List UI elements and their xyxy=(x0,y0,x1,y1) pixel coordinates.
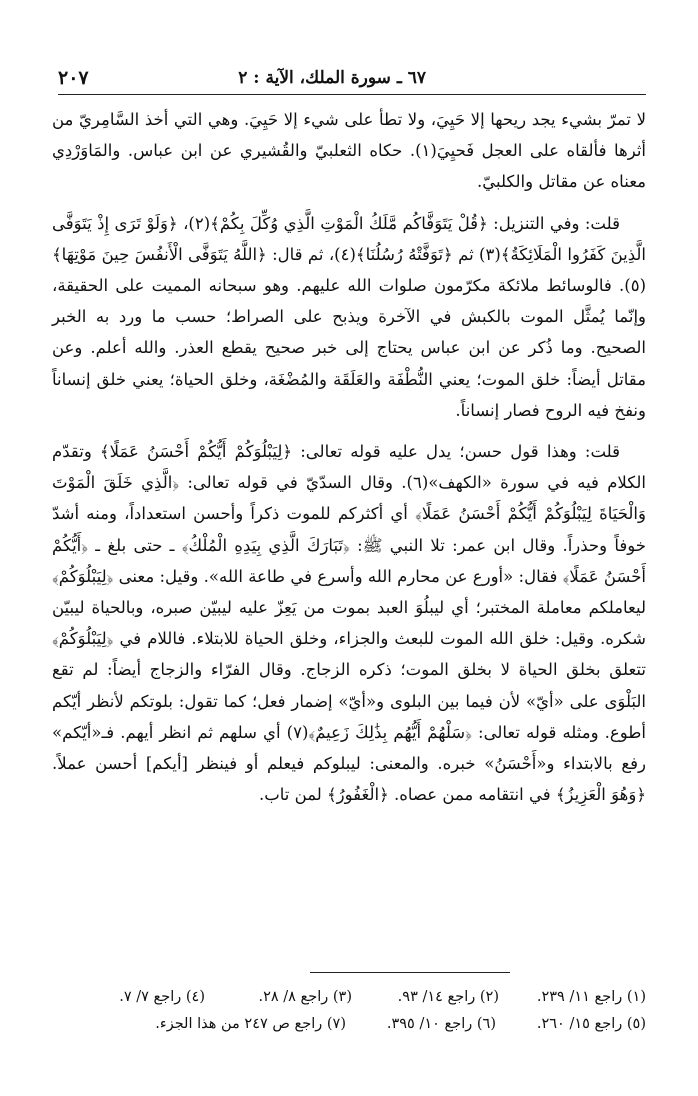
paragraph-2: قلت: وفي التنزيل: ﴿قُلْ يَتَوَفَّاكُم مَّلَكُ الْمَوْتِ الَّذِي وُكِّلَ بِكُمْ﴾(٢)، ﴿وَلَوْ تَرَى إِذْ يَتَوَفَّى الَّذِينَ كَفَرُوا الْمَلَائِكَةُ﴾(٣) ثم ﴿تَوَفَّتْهُ رُسُلُنَا﴾(٤)، ثم قال: ﴿اللَّهُ يَتَوَفَّى الْأَنفُسَ حِينَ مَوْتِهَا﴾(٥). فالوسائط ملائكة مكرّمون صلوات الله عليهم. وهو سبحانه المميت على الحقيقة، وإنّما يُمثَّل الموت بالكبش في الآخرة ويذبح على الصراط؛ حسب ما ورد به الخبر الصحيح. وما ذُكر عن ابن عباس يحتاج إلى خبر صحيح يقطع العذر. والله أعلم. وعن مقاتل أيضاً: خلق الموت؛ يعني النُّطْفَة والعَلَقَة والمُضْغَة، وخلق الحياة؛ يعني خلق إنساناً ونفخ فيه الروح فصار إنساناً. xyxy=(52,213,647,420)
footnote-4: (٤) راجع ٧/ ٧. xyxy=(119,989,205,1005)
footnote-row-2 xyxy=(58,1011,646,1038)
page-number: ٢٠٧ xyxy=(58,67,89,89)
footnote-5: (٥) راجع ١٥/ ٢٦٠. xyxy=(536,1016,646,1032)
paragraph-1: لا تمرّ بشيء يجد ريحها إلا حَيِيَ، ولا تطأ على شيء إلا حَيِيَ. وهي التي أخذ السَّامِريّ من أثرها فألقاه على العجل فَحيِيَ(١). حكاه الثعلبيّ والقُشيري عن ابن عباس. والمَاوَرْدِي معناه عن مقاتل والكلبيّ. xyxy=(52,110,647,192)
footnotes xyxy=(58,984,646,1038)
running-title: ٦٧ ـ سورة الملك، الآية : ٢ xyxy=(238,68,426,88)
footnote-row-1 xyxy=(58,984,646,1011)
footnote-2: (٢) راجع ١٤/ ٩٣. xyxy=(397,989,499,1005)
footnote-3: (٣) راجع ٨/ ٢٨. xyxy=(258,989,352,1005)
main-text xyxy=(52,104,646,820)
paragraph-3: قلت: وهذا قول حسن؛ يدل عليه قوله تعالى: ﴿لِيَبْلُوَكُمْ أَيُّكُمْ أَحْسَنُ عَمَلًا﴾ وتقدّم الكلام فيه في سورة «الكهف»(٦). وقال السدّيّ في قوله تعالى: ﴿الَّذِي خَلَقَ الْمَوْتَ وَالْحَيَاةَ لِيَبْلُوَكُمْ أَيُّكُمْ أَحْسَنُ عَمَلًا﴾ أي أكثركم للموت ذكراً وأحسن استعداداً، ومنه أشدّ خوفاً وحذراً. وقال ابن عمر: تلا النبي ﷺ: ﴿تَبَارَكَ الَّذِي بِيَدِهِ الْمُلْكُ﴾ ـ حتى بلغ ـ ﴿أَيُّكُمْ أَحْسَنُ عَمَلًا﴾ فقال: «أورع عن محارم الله وأسرع في طاعة الله». وقيل: معنى ﴿لِيَبْلُوَكُمْ﴾ ليعاملكم معاملة المختبر؛ أي ليبلُوَ العبد بموت من يَعِزّ عليه ليبيّن صبره، وبالحياة ليبيّن شكره. وقيل: خلق الله الموت للبعث والجزاء، وخلق الحياة للابتلاء. فاللام في ﴿لِيَبْلُوَكُمْ﴾ تتعلق بخلق الحياة لا بخلق الموت؛ ذكره الزجاج. وقال الفرّاء والزجاج أيضاً: لم تقع البَلْوَى على «أيّ» لأن فيما بين البلوى و«أيّ» إضمار فعل؛ كما تقول: بلوتكم لأنظر أيّكم أطوع. ومثله قوله تعالى: ﴿سَلْهُمْ أَيُّهُم بِذَٰلِكَ زَعِيمٌ﴾(٧) أي سلهم ثم انظر أيهم. فـ«أيّكم» رفع بالابتداء و«أَحْسَنُ» خبره. والمعنى: ليبلوكم فيعلم أو فينظر [أيكم] أحسن عملاً. ﴿وَهُوَ الْعَزِيزُ﴾ في انتقامه ممن عصاه. ﴿الْغَفُورُ﴾ لمن تاب. xyxy=(52,442,647,805)
footnote-divider xyxy=(310,972,510,973)
page-header xyxy=(58,62,646,95)
footnote-6: (٦) راجع ١٠/ ٣٩٥. xyxy=(386,1016,496,1032)
footnote-1: (١) راجع ١١/ ٢٣٩. xyxy=(536,989,646,1005)
footnote-7: (٧) راجع ص ٢٤٧ من هذا الجزء. xyxy=(155,1016,346,1032)
